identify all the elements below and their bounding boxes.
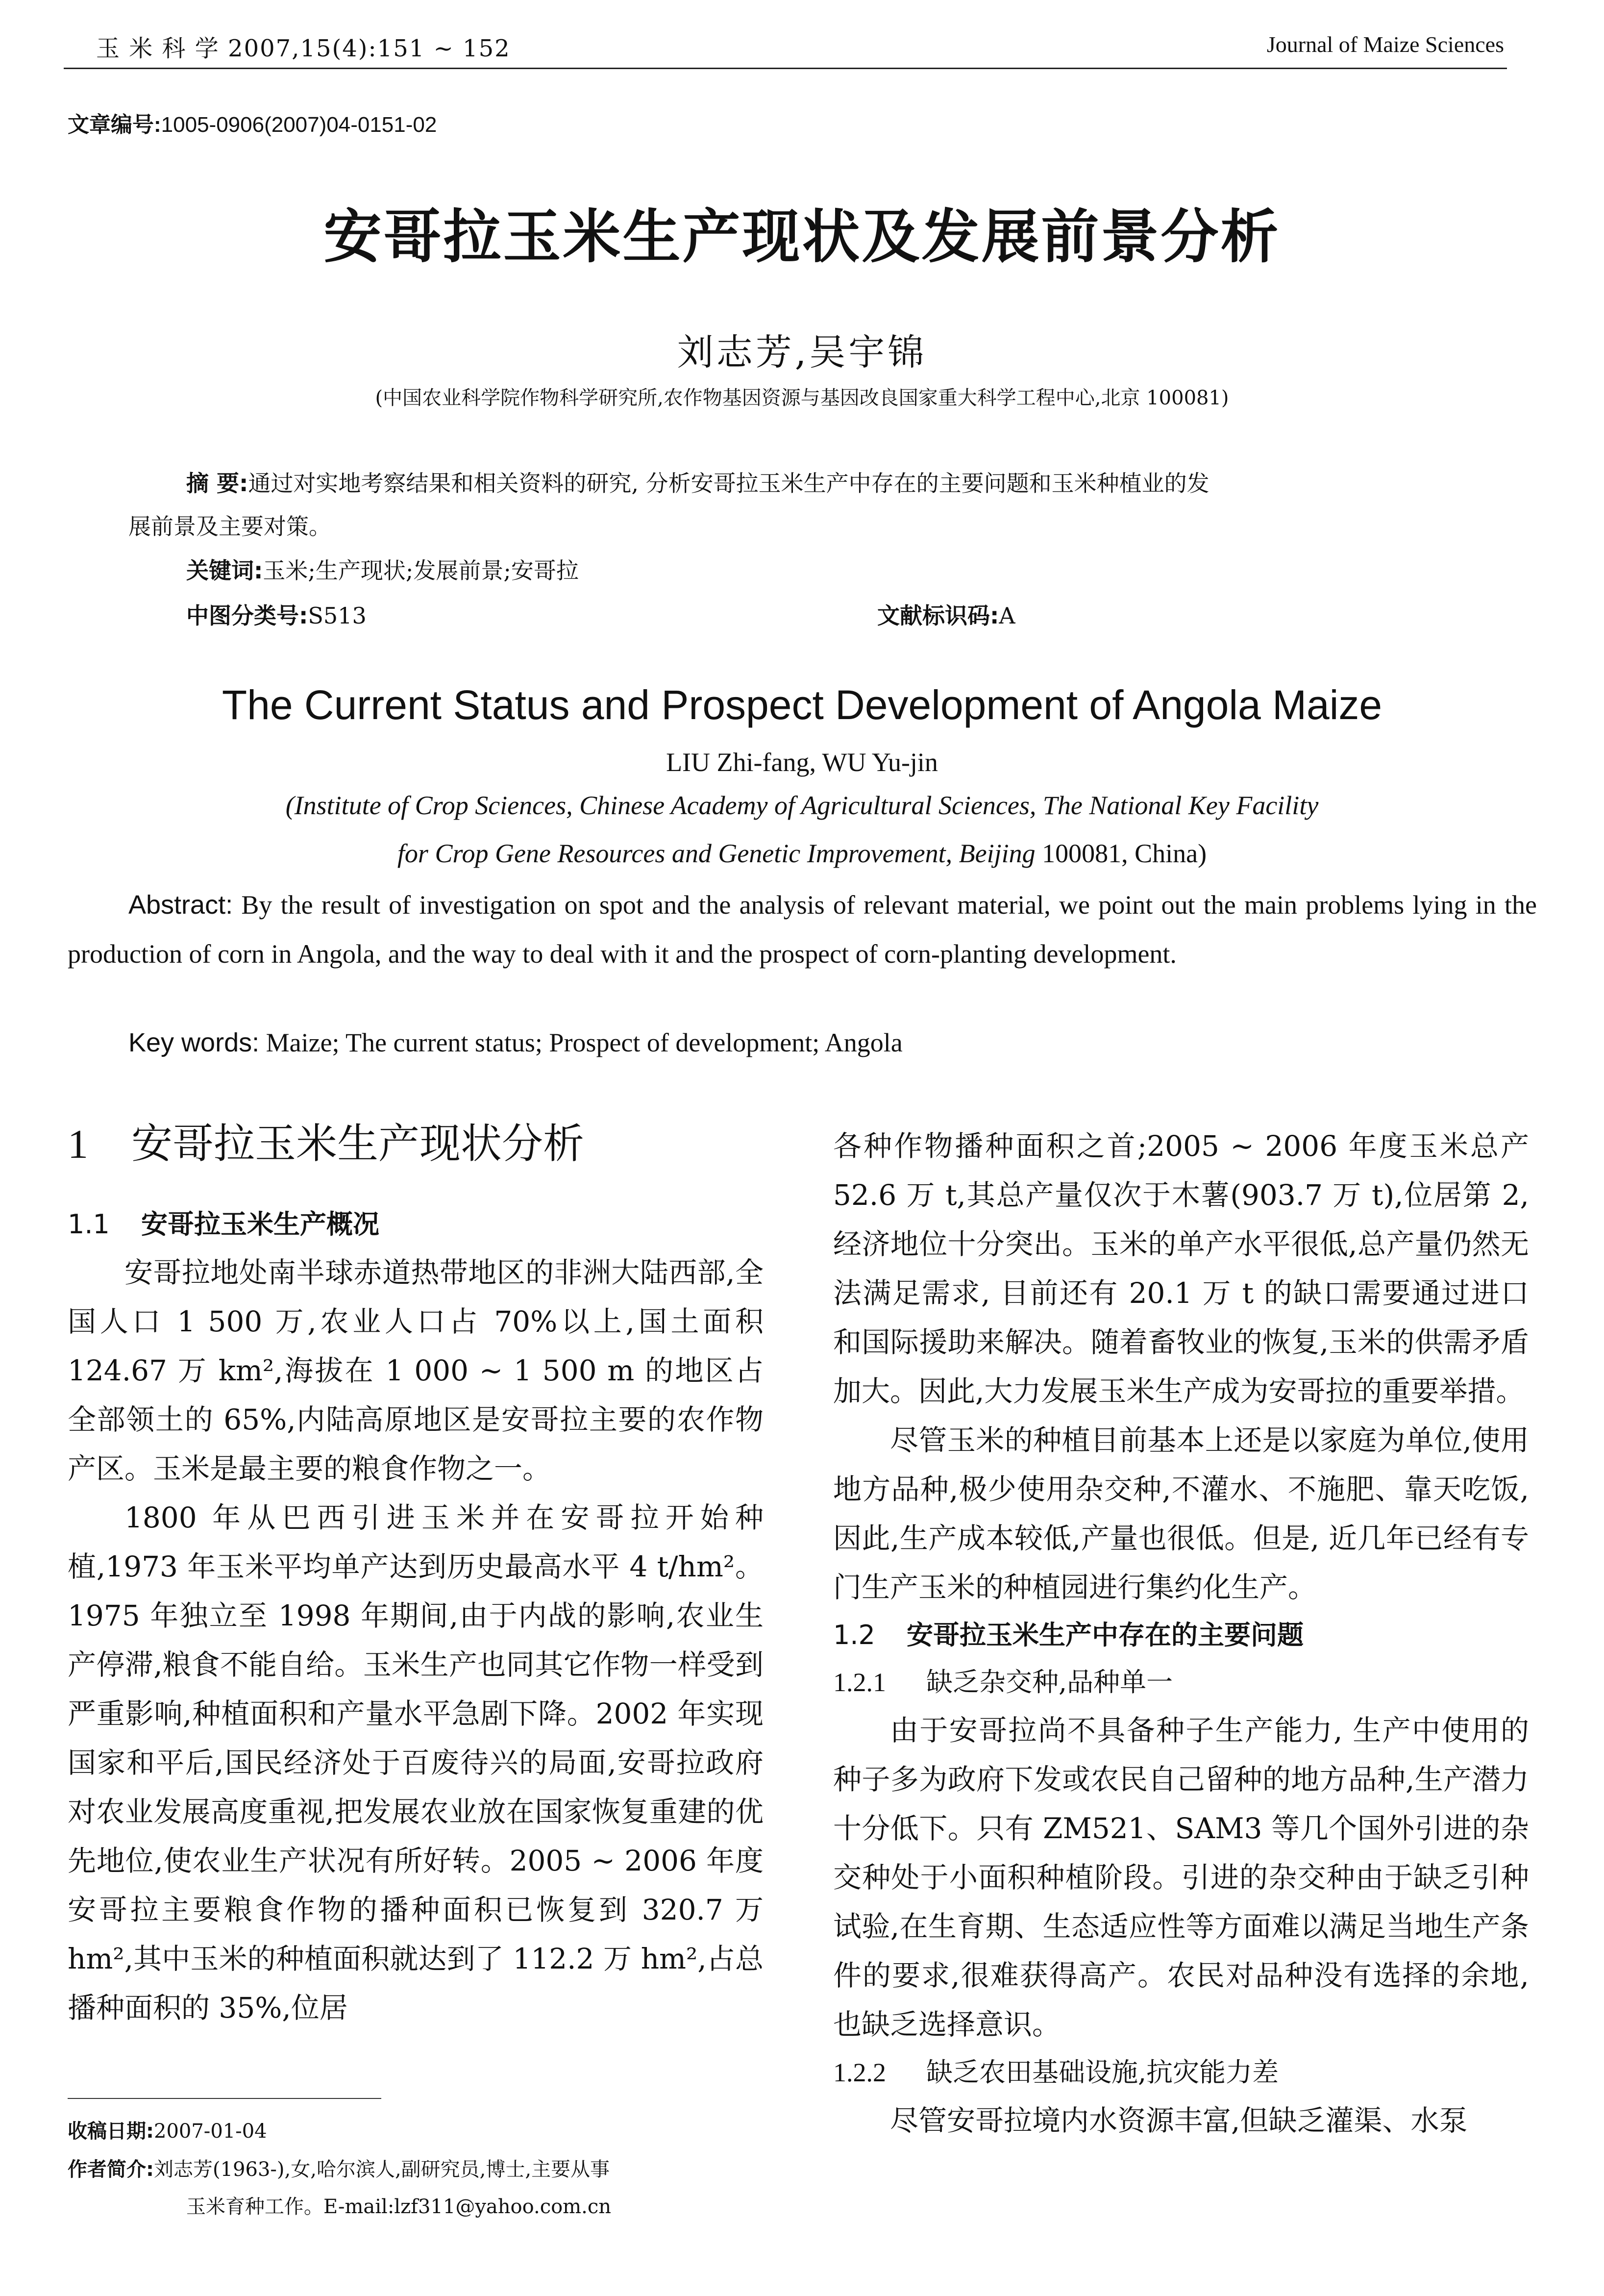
authors-chinese: 刘志芳,吴宇锦 xyxy=(677,331,927,374)
article-number-label: 文章编号: xyxy=(68,113,161,137)
document-code-label: 文献标识码: xyxy=(877,602,999,629)
received-value: 2007-01-04 xyxy=(154,2120,267,2143)
section-1-2-1-heading xyxy=(833,1659,1529,1706)
section-1-2-2-heading xyxy=(833,2049,1529,2096)
footnote-rule xyxy=(68,2098,381,2099)
section-1-2-1-title: 缺乏杂交种,品种单一 xyxy=(926,1667,1173,1697)
section-1-2-heading xyxy=(833,1612,1529,1659)
affiliation-chinese: (中国农业科学院作物科学研究所,农作物基因资源与基因改良国家重大科学工程中心,北京 100081) xyxy=(375,387,1229,409)
affiliation-english-line2 xyxy=(0,838,1604,869)
keywords-english-value: Maize; The current status; Prospect of development; Angola xyxy=(259,1028,903,1057)
abstract-chinese-label: 摘 要: xyxy=(186,470,248,497)
keywords-english-label: Key words: xyxy=(128,1028,260,1057)
keywords-chinese-value: 玉米;生产现状;发展前景;安哥拉 xyxy=(263,557,579,584)
section-1-2-number: 1.2 xyxy=(833,1620,875,1650)
abstract-english xyxy=(68,880,1537,978)
document-code xyxy=(877,598,1015,630)
section-1-2-title: 安哥拉玉米生产中存在的主要问题 xyxy=(907,1620,1304,1650)
body-column-right xyxy=(833,1122,1529,2145)
footnote-author xyxy=(68,2154,610,2182)
section-1-heading xyxy=(68,1117,764,1172)
footnote-received xyxy=(68,2116,267,2144)
running-header-journal-en: Journal of Maize Sciences xyxy=(1266,32,1504,57)
section-1-number: 1 xyxy=(68,1122,88,1167)
body-column-left xyxy=(68,1117,764,2032)
paragraph: 由于安哥拉尚不具备种子生产能力, 生产中使用的种子多为政府下发或农民自己留种的地方品种,生产潜力十分低下。只有 ZM521、SAM3 等几个国外引进的杂交种处于小面积种植阶段。引进的杂交种由于缺乏引种试验,在生育期、生态适应性等方面难以满足当地生产条件的要求,很难获得高产。农民对品种没有选择的余地,也缺乏选择意识。 xyxy=(833,1714,1529,2041)
clc-value: S513 xyxy=(308,602,367,629)
section-1-1-title: 安哥拉玉米生产概况 xyxy=(141,1209,379,1240)
keywords-english xyxy=(128,1027,903,1058)
section-1-1-number: 1.1 xyxy=(68,1209,110,1240)
abstract-chinese-text1: 通过对实地考察结果和相关资料的研究, 分析安哥拉玉米生产中存在的主要问题和玉米种植业的发 xyxy=(248,470,1209,497)
abstract-english-label: Abstract: xyxy=(128,890,233,920)
running-header-journal: 玉 米 科 学 2007,15(4):151 ~ 152 xyxy=(96,35,511,62)
header-rule xyxy=(64,68,1507,69)
clc-label: 中图分类号: xyxy=(186,602,308,629)
author-label: 作者简介: xyxy=(68,2158,154,2181)
author-value-line1: 刘志芳(1963-),女,哈尔滨人,副研究员,博士,主要从事 xyxy=(154,2158,610,2181)
affiliation-english-line1: (Institute of Crop Sciences, Chinese Academy of Agricultural Sciences, The National Key Facility xyxy=(285,791,1319,820)
received-label: 收稿日期: xyxy=(68,2120,154,2143)
title-english: The Current Status and Prospect Development of Angola Maize xyxy=(222,682,1382,728)
document-code-value: A xyxy=(999,602,1015,629)
clc-number xyxy=(186,598,367,630)
article-number xyxy=(68,107,437,138)
paragraph: 各种作物播种面积之首;2005 ~ 2006 年度玉米总产 52.6 万 t,其总产量仅次于木薯(903.7 万 t),位居第 2,经济地位十分突出。玉米的单产水平很低,总产量仍然无法满足需求, 目前还有 20.1 万 t 的缺口需要通过进口和国际援助来解决。随着畜牧业的恢复,玉米的供需矛盾加大。因此,大力发展玉米生产成为安哥拉的重要举措。 xyxy=(833,1129,1529,1408)
section-1-title: 安哥拉玉米生产现状分析 xyxy=(131,1120,585,1168)
authors-english: LIU Zhi-fang, WU Yu-jin xyxy=(666,748,938,777)
abstract-chinese-text2: 展前景及主要对策。 xyxy=(128,513,331,540)
paragraph: 尽管玉米的种植目前基本上还是以家庭为单位,使用地方品种,极少使用杂交种,不灌水、不施肥、靠天吃饭,因此,生产成本较低,产量也很低。但是, 近几年已经有专门生产玉米的种植园进行集约化生产。 xyxy=(833,1423,1529,1604)
section-1-2-2-number: 1.2.2 xyxy=(833,2058,886,2087)
abstract-chinese-line1 xyxy=(186,466,1209,498)
section-1-1-heading xyxy=(68,1201,764,1248)
paragraph: 安哥拉地处南半球赤道热带地区的非洲大陆西部,全国人口 1 500 万,农业人口占 70%以上,国土面积 124.67 万 km²,海拔在 1 000 ~ 1 500 m 的地区占全部领土的 65%,内陆高原地区是安哥拉主要的农作物产区。玉米是最主要的粮食作物之一。 xyxy=(68,1256,764,1485)
section-1-2-1-number: 1.2.1 xyxy=(833,1668,886,1697)
keywords-chinese xyxy=(186,553,579,585)
keywords-chinese-label: 关键词: xyxy=(186,557,263,584)
author-value-line2: 玉米育种工作。E-mail:lzf311@yahoo.com.cn xyxy=(186,2196,611,2218)
affiliation-english-plain: 100081, China) xyxy=(1035,839,1207,868)
abstract-english-text: By the result of investigation on spot and the analysis of relevant material, we point out the main problems lying in the production of corn in Angola, and the way to deal with it and the prospect of corn-planting development. xyxy=(68,890,1537,969)
article-number-value: 1005-0906(2007)04-0151-02 xyxy=(161,113,437,137)
title-chinese: 安哥拉玉米生产现状及发展前景分析 xyxy=(323,203,1281,271)
paragraph: 尽管安哥拉境内水资源丰富,但缺乏灌渠、水泵 xyxy=(890,2104,1468,2137)
affiliation-english-italic: for Crop Gene Resources and Genetic Improvement, Beijing xyxy=(397,839,1036,868)
paragraph: 1800 年从巴西引进玉米并在安哥拉开始种植,1973 年玉米平均单产达到历史最高水平 4 t/hm²。1975 年独立至 1998 年期间,由于内战的影响,农业生产停滞,粮食不能自给。玉米生产也同其它作物一样受到严重影响,种植面积和产量水平急剧下降。2002 年实现国家和平后,国民经济处于百废待兴的局面,安哥拉政府对农业发展高度重视,把发展农业放在国家恢复重建的优先地位,使农业生产状况有所好转。2005 ~ 2006 年度安哥拉主要粮食作物的播种面积已恢复到 320.7 万 hm²,其中玉米的种植面积就达到了 112.2 万 hm²,占总播种面积的 35%,位居 xyxy=(68,1501,764,2024)
section-1-2-2-title: 缺乏农田基础设施,抗灾能力差 xyxy=(926,2057,1279,2088)
